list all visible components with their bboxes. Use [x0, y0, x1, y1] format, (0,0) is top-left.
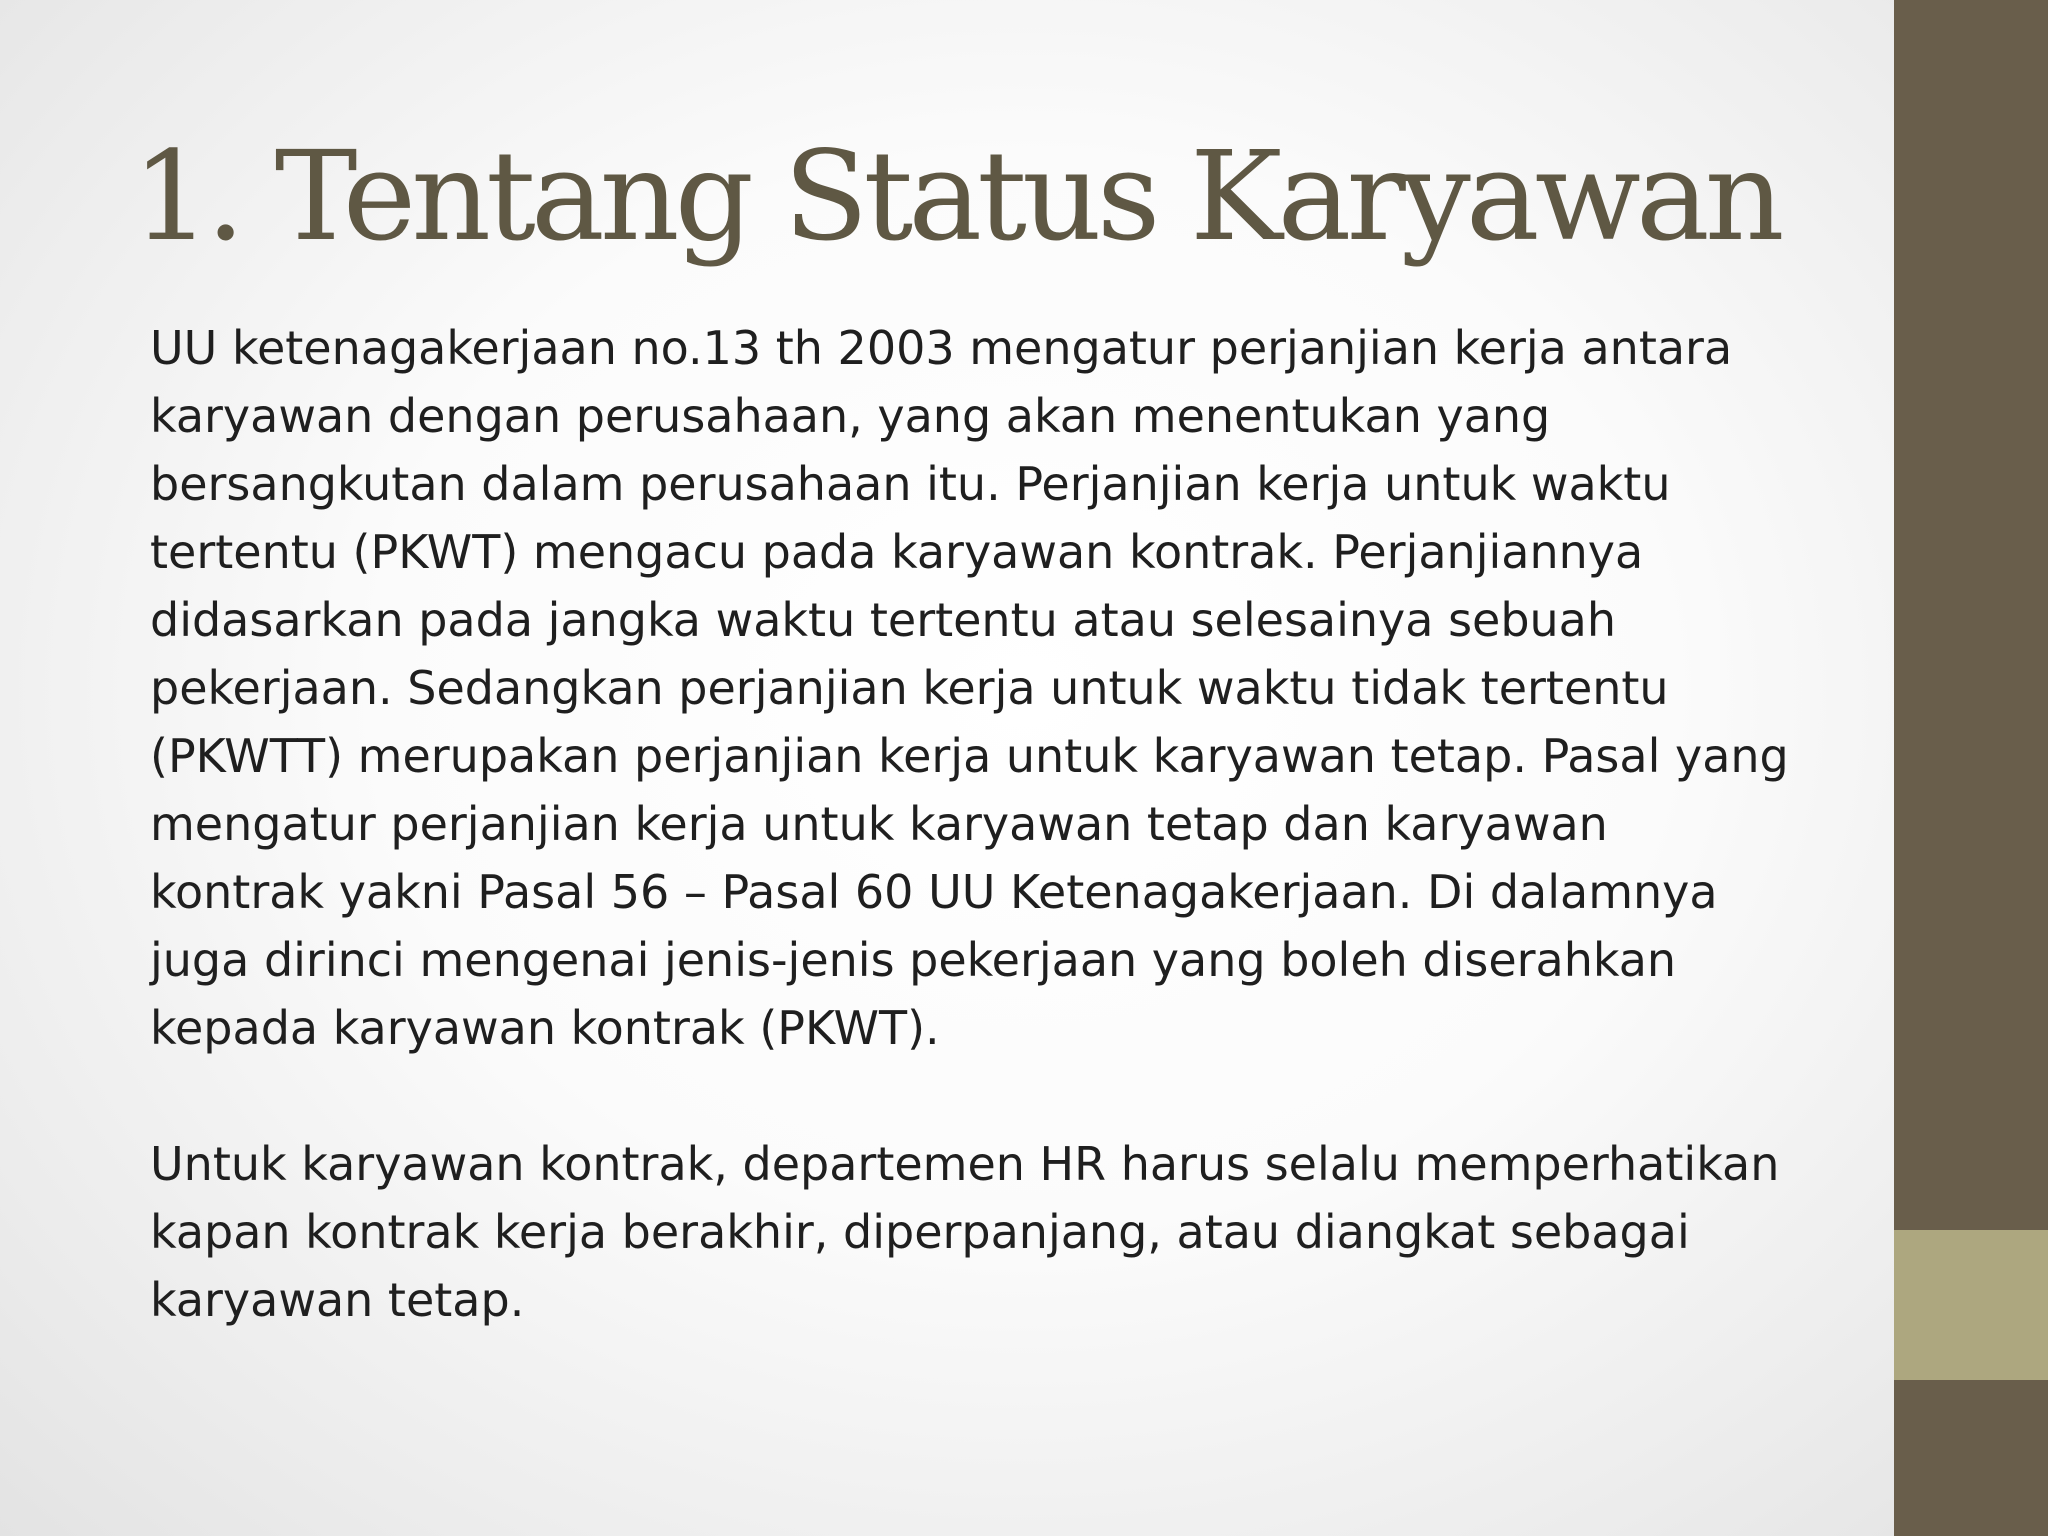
body-paragraph-2: Untuk karyawan kontrak, departemen HR harus selalu memperhatikan kapan kontrak kerja berakhir, diperpanjang, atau diangkat sebagai karyawan tetap. [150, 1137, 1780, 1327]
slide-body [150, 314, 1790, 1334]
body-paragraph-1: UU ketenagakerjaan no.13 th 2003 mengatur perjanjian kerja antara karyawan dengan perusahaan, yang akan menentukan yang bersangkutan dalam perusahaan itu. Perjanjian kerja untuk waktu tertentu (PKWT) mengacu pada karyawan kontrak. Perjanjiannya didasarkan pada jangka waktu tertentu atau selesainya sebuah pekerjaan. Sedangkan perjanjian kerja untuk waktu tidak tertentu (PKWTT) merupakan perjanjian kerja untuk karyawan tetap. Pasal yang mengatur perjanjian kerja untuk karyawan tetap dan karyawan kontrak yakni Pasal 56 – Pasal 60 UU Ketenagakerjaan. Di dalamnya juga dirinci mengenai jenis-jenis pekerjaan yang boleh diserahkan kepada karyawan kontrak (PKWT). [150, 321, 1789, 1055]
slide-title: 1. Tentang Status Karyawan [132, 125, 1780, 269]
decorative-side-accent [1894, 1230, 2048, 1380]
